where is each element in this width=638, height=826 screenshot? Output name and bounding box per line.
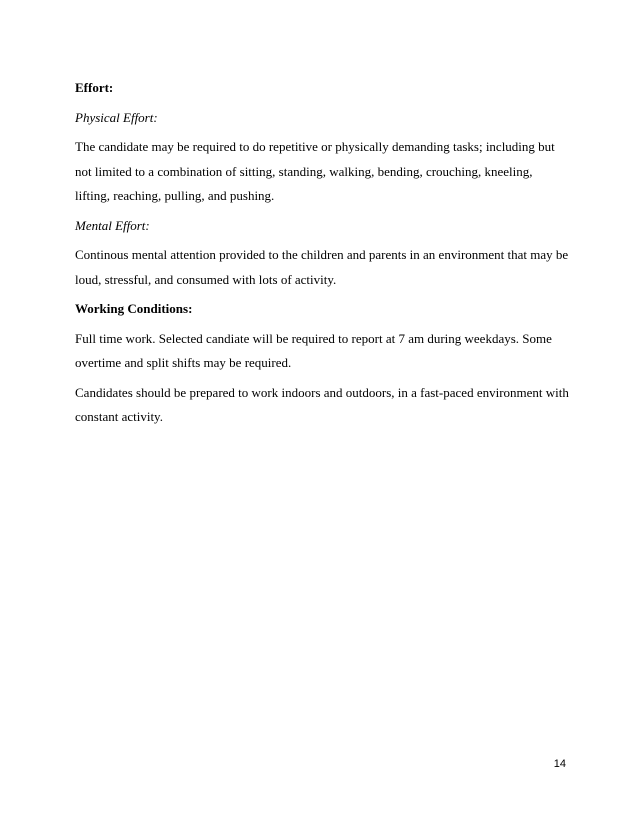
effort-heading: Effort: — [75, 80, 114, 95]
physical-effort-paragraph: The candidate may be required to do repetitive or physically demanding tasks; including but not limited to a combination of sitting, standing, walking, bending, crouching, kneeling, lifting, reaching, pulling, and pushing. — [75, 139, 555, 203]
working-conditions-paragraph: Full time work. Selected candiate will be required to report at 7 am during weekdays. Some overtime and split shifts may be required. — [75, 330, 552, 370]
mental-effort-heading: Mental Effort: — [75, 217, 150, 233]
work-environment-paragraph: Candidates should be prepared to work indoors and outdoors, in a fast-paced environment with constant activity. — [75, 384, 569, 424]
working-conditions-heading: Working Conditions: — [75, 301, 193, 316]
physical-effort-heading: Physical Effort: — [75, 109, 158, 125]
page-content — [75, 76, 570, 430]
mental-effort-paragraph: Continous mental attention provided to the children and parents in an environment that may be loud, stressful, and consumed with lots of activity. — [75, 247, 569, 287]
page-number: 14 — [553, 758, 566, 770]
